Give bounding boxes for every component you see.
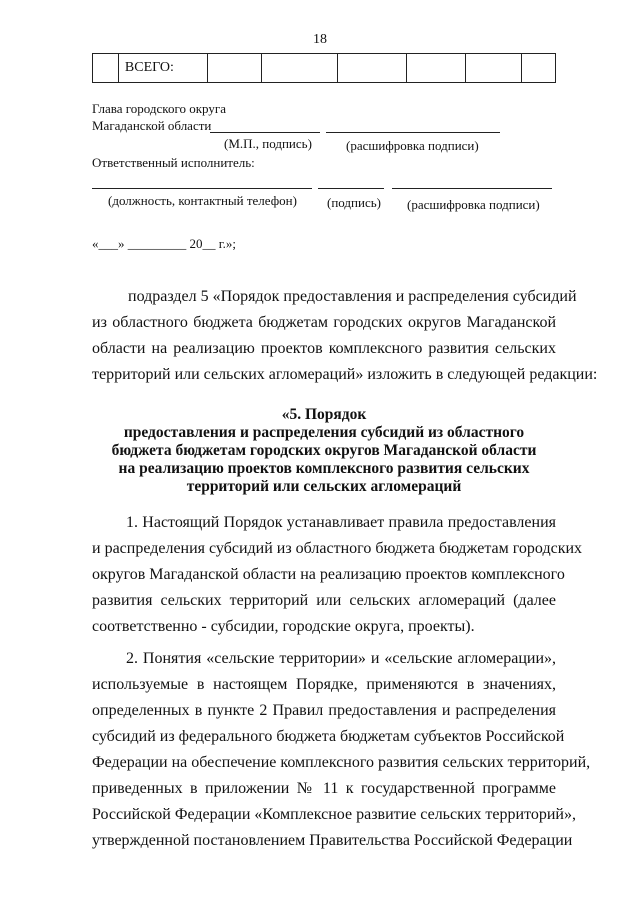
text-line: развития сельских территорий или сельских агломераций (далее (92, 592, 556, 609)
signature-line-2 (318, 188, 384, 189)
text-line: Российской Федерации «Комплексное развитие сельских территорий», (92, 806, 576, 823)
sign-decode-caption-2: (расшифровка подписи) (407, 197, 540, 212)
sign-decode-caption: (расшифровка подписи) (346, 138, 479, 153)
date-line: «___» _________ 20__ г.»; (92, 236, 236, 251)
text-line: 1. Настоящий Порядок устанавливает правила предоставления (126, 514, 556, 531)
intro-paragraph (92, 284, 598, 388)
text-line: приведенных в приложении № 11 к государственной программе (92, 780, 556, 797)
paragraph-1 (92, 510, 583, 640)
text-line: области на реализацию проектов комплексного развития сельских (92, 340, 556, 357)
stamp-sign-caption: (М.П., подпись) (224, 136, 312, 151)
heading-line: предоставления и распределения субсидий из областного (123, 424, 525, 441)
text-line: территорий или сельских агломераций» изложить в следующей редакции: (92, 366, 598, 383)
heading-line: на реализацию проектов комплексного развития сельских (118, 460, 530, 477)
text-line: и распределения субсидий из областного бюджета бюджетам городских (92, 540, 583, 557)
heading-line: бюджета бюджетам городских округов Магаданской области (111, 442, 537, 459)
text-line: из областного бюджета бюджетам городских округов Магаданской (92, 314, 556, 331)
text-line: Федерации на обеспечение комплексного развития сельских территорий, (92, 754, 591, 771)
signature-decode-line-2 (392, 188, 552, 189)
text-line: субсидий из федерального бюджета бюджетам субъектов Российской (92, 728, 565, 745)
heading-line: «5. Порядок (281, 406, 367, 423)
total-label-cell: ВСЕГО: (119, 54, 208, 82)
table-cell (262, 54, 338, 82)
text-line: округов Магаданской области на реализацию проектов комплексного (92, 566, 565, 583)
text-line: утвержденной постановлением Правительства Российской Федерации (92, 832, 573, 849)
responsible-label: Ответственный исполнитель: (92, 155, 255, 170)
text-line: используемые в настоящем Порядке, применяются в значениях, (92, 676, 556, 693)
section-heading (92, 406, 556, 496)
table-cell (93, 54, 119, 82)
position-phone-caption: (должность, контактный телефон) (108, 193, 297, 208)
paragraph-2 (92, 646, 591, 854)
table-cell (208, 54, 263, 82)
head-title-line1: Глава городского округа (92, 101, 226, 116)
table-cell (407, 54, 467, 82)
heading-line: территорий или сельских агломераций (186, 478, 462, 495)
head-title-line2: Магаданской области (92, 118, 212, 133)
table-cell (338, 54, 407, 82)
signature-caption: (подпись) (327, 195, 381, 210)
page-number: 18 (313, 32, 327, 47)
signature-decode-line (326, 132, 500, 133)
text-line: определенных в пункте 2 Правил предоставления и распределения (92, 702, 556, 719)
table-cell (522, 54, 555, 82)
text-line: подраздел 5 «Порядок предоставления и распределения субсидий (128, 288, 577, 305)
text-line: соответственно - субсидии, городские округа, проекты). (92, 618, 475, 635)
table-cell (466, 54, 522, 82)
text-line: 2. Понятия «сельские территории» и «сельские агломерации», (126, 650, 556, 667)
position-line (92, 188, 312, 189)
total-row-table (92, 53, 556, 83)
signature-line (210, 132, 320, 133)
